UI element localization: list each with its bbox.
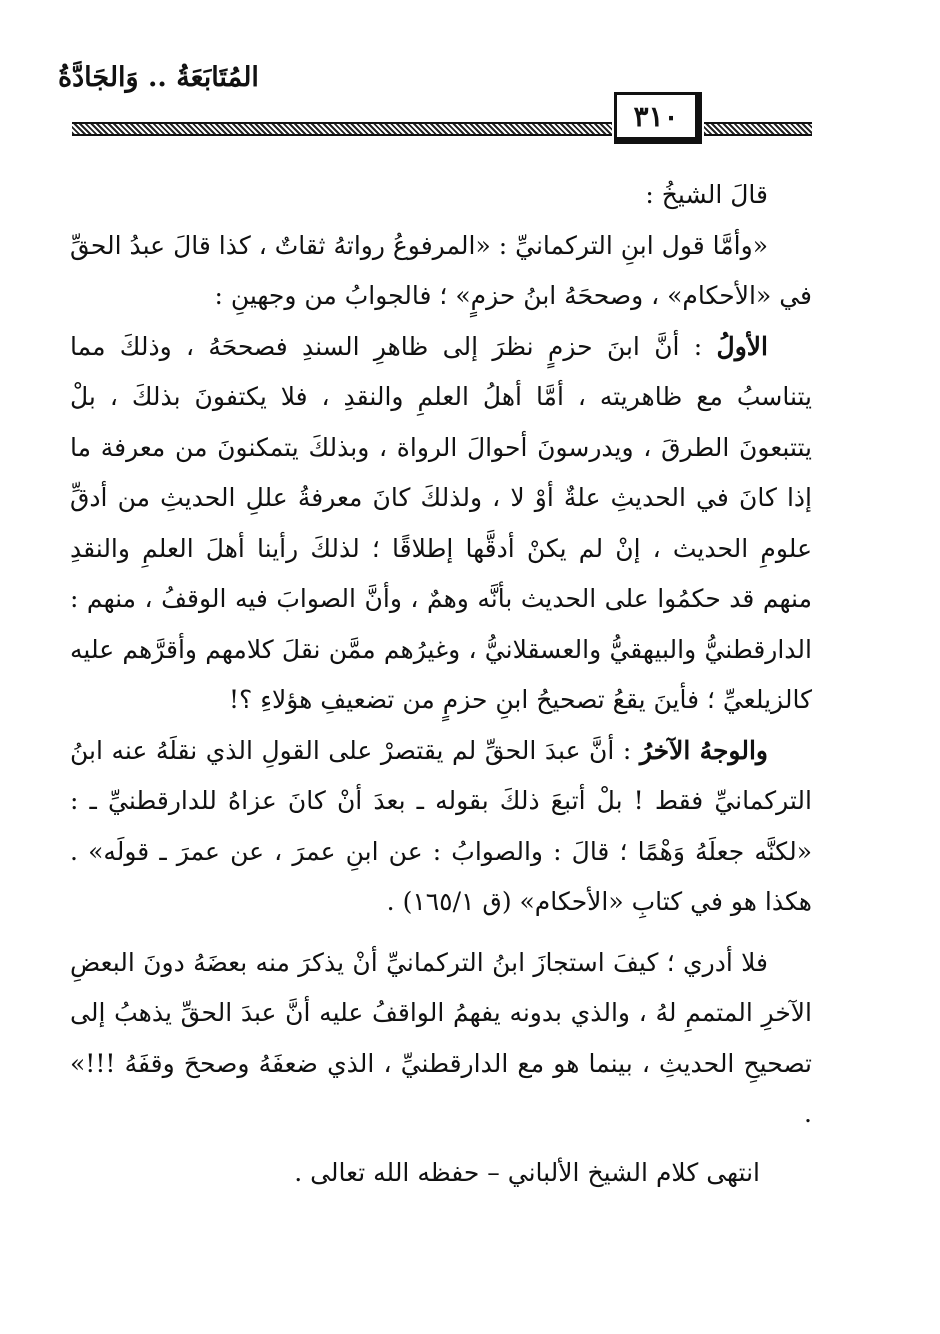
header-rule-right bbox=[704, 122, 812, 136]
paragraph-intro bbox=[70, 170, 812, 221]
paragraph-text: «وأمَّا قول ابنِ التركمانيِّ : «المرفوعُ رواتهُ ثقاتٌ ، كذا قالَ عبدُ الحقِّ في «الأحكام» ، وصححَهُ ابنُ حزمٍ» ؛ فالجوابُ من وجهينِ : bbox=[70, 230, 812, 310]
paragraph-lead: الأولُ bbox=[716, 331, 768, 361]
paragraph-second-answer bbox=[70, 726, 812, 928]
paragraph-text: قالَ الشيخُ : bbox=[645, 180, 768, 209]
paragraph-text: : أنَّ عبدَ الحقِّ لم يقتصرْ على القولِ الذي نقلَهُ عنه ابنُ التركمانيِّ فقط ! بلْ أتبعَ ذلكَ بقوله ـ بعدَ أنْ كانَ عزاهُ للدارقطنيِّ ـ : «لكنَّه جعلَهُ وَهْمًا ؛ قالَ : والصوابُ : عن ابنِ عمرَ ، عن عمرَ ـ قولَه» . هكذا هو في كتابِ «الأحكام» (ق ١٦٥/١) . bbox=[70, 735, 812, 916]
paragraph-first-answer bbox=[70, 322, 812, 726]
body-text bbox=[70, 170, 812, 1140]
running-header-title: المُتَابَعَةُ .. وَالجَادَّةُ bbox=[58, 62, 259, 93]
closing-note: انتهى كلام الشيخ الألباني – حفظه الله تعالى . bbox=[294, 1158, 760, 1187]
paragraph-lead: والوجهُ الآخرُ bbox=[639, 735, 768, 765]
paragraph-quote bbox=[70, 221, 812, 322]
header-rule-left bbox=[72, 122, 612, 136]
page-number: ٣١٠ bbox=[614, 92, 702, 144]
paragraph-conclusion bbox=[70, 938, 812, 1140]
paragraph-text: فلا أدري ؛ كيفَ استجازَ ابنُ التركمانيِّ أنْ يذكرَ منه بعضَهُ دونَ البعضِ الآخرِ المتممِ لهُ ، والذي بدونه يفهمُ الواقفُ عليه أنَّ عبدَ الحقِّ يذهبُ إلى تصحيحِ الحديثِ ، بينما هو مع الدارقطنيِّ ، الذي ضعفَهُ وصححَ وقفَهُ !!!» . bbox=[70, 947, 812, 1128]
paragraph-text: : أنَّ ابنَ حزمٍ نظرَ إلى ظاهرِ السندِ فصححَهُ ، وذلكَ مما يتناسبُ مع ظاهريته ، أمَّا أهلُ العلمِ والنقدِ ، فلا يكتفونَ بذلكَ ، بلْ يتتبعونَ الطرقَ ، ويدرسونَ أحوالَ الرواة ، وبذلكَ يتمكنونَ من معرفة ما إذا كانَ في الحديثِ علةٌ أوْ لا ، ولذلكَ كانَ معرفةُ عللِ الحديثِ من أدقِّ علومِ الحديث ، إنْ لم يكنْ أدقَّها إطلاقًا ؛ لذلكَ رأينا أهلَ العلمِ والنقدِ منهم قد حكمُوا على الحديث بأنَّه وهمٌ ، وأنَّ الصوابَ فيه الوقفُ ، منهم : الدارقطنيُّ والبيهقيُّ والعسقلانيُّ ، وغيرُهم ممَّن نقلَ كلامهم وأقرَّهم عليه كالزيلعيِّ ؛ فأينَ يقعُ تصحيحُ ابنِ حزمٍ من تضعيفِ هؤلاءِ ؟! bbox=[70, 331, 812, 714]
